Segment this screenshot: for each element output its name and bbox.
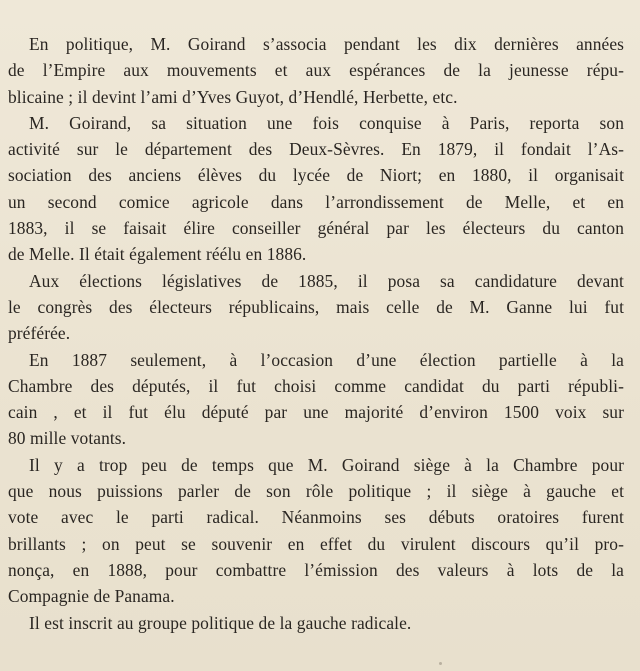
document-body [8,31,624,636]
text-line: vote avec le parti radical. Néanmoins ses débuts oratoires furent [8,507,624,528]
text-line: cain , et il fut élu député par une majorité d’environ 1500 voix sur [8,402,624,423]
text-line: En politique, M. Goirand s’associa pendant les dix dernières années [29,34,624,54]
text-line: Il y a trop peu de temps que M. Goirand siège à la Chambre pour [29,454,624,475]
paragraph-1 [8,31,624,110]
text-line: de Melle. Il était également réélu en 1886. [8,244,307,265]
text-line: Compagnie de Panama. [8,586,175,607]
text-line: Aux élections législatives de 1885, il posa sa candidature devant [29,270,624,291]
paragraph-5 [8,452,624,610]
text-line: préférée. [8,323,71,344]
text-line: brillants ; on peut se souvenir en effet du virulent discours qu’il pro- [8,533,624,554]
text-line: activité sur le département des Deux-Sèvres. En 1879, il fondait l’As- [8,139,624,160]
text-line: 1883, il se faisait élire conseiller général par les électeurs du canton [8,218,624,239]
text-line: de l’Empire aux mouvements et aux espérances de la jeunesse répu- [8,60,624,81]
text-line: En 1887 seulement, à l’occasion d’une élection partielle à la [29,349,624,370]
paper-speck [439,662,442,665]
paragraph-3 [8,268,624,347]
paragraph-4 [8,347,624,452]
paragraph-6 [8,610,624,636]
text-line: le congrès des électeurs républicains, mais celle de M. Ganne lui fut [8,296,624,317]
text-line: Il est inscrit au groupe politique de la gauche radicale. [29,612,412,633]
text-line: nonça, en 1888, pour combattre l’émission des valeurs à lots de la [8,559,624,580]
text-line: sociation des anciens élèves du lycée de Niort; en 1880, il organisait [8,165,624,186]
paragraph-2 [8,110,624,268]
text-line: blicaine ; il devint l’ami d’Yves Guyot, d’Hendlé, Herbette, etc. [8,86,458,107]
text-line: un second comice agricole dans l’arrondissement de Melle, et en [8,191,624,212]
text-line: 80 mille votants. [8,428,127,449]
text-line: Chambre des députés, il fut choisi comme candidat du parti républi- [8,375,624,396]
text-line: que nous puissions parler de son rôle politique ; il siège à gauche et [8,481,624,502]
text-line: M. Goirand, sa situation une fois conquise à Paris, reporta son [29,112,624,133]
